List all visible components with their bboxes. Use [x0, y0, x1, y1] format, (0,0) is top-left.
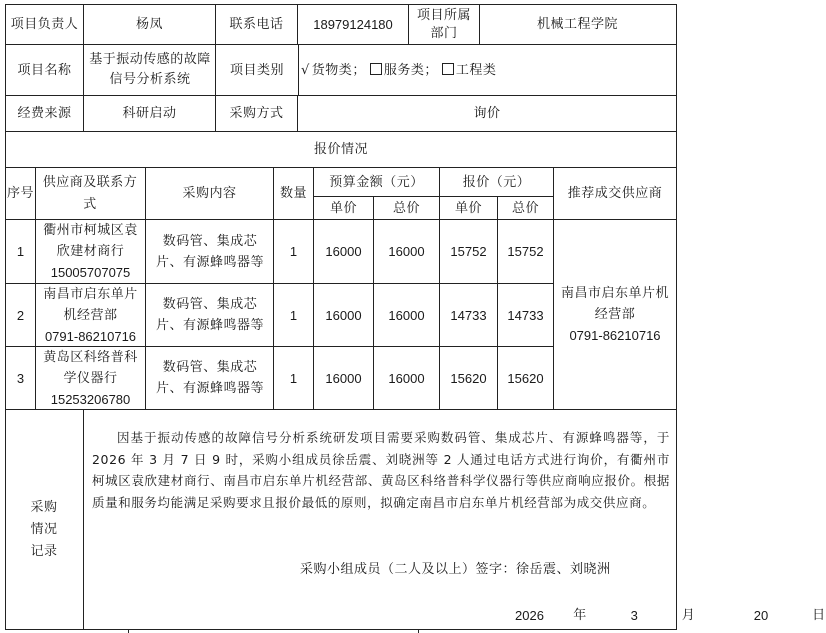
row-2-price-unit: 14733: [450, 307, 487, 323]
category-option-service: 服务类；: [366, 60, 438, 81]
phone-label: 联系电话: [229, 17, 284, 32]
checkbox-empty-icon: [370, 63, 382, 75]
category-options: [299, 45, 676, 95]
col-budget-total-header: 总价: [392, 200, 420, 216]
row-2-qty: 1: [289, 307, 298, 323]
row-2-index: 2: [16, 307, 25, 323]
row-1-price-unit: 15752: [450, 244, 487, 259]
row-1-budget-total: 16000: [388, 244, 425, 259]
supplier-name: 衢州市柯城区袁欣建材商行: [43, 223, 138, 259]
col-index-header: 序号: [6, 186, 34, 201]
record-date: 2026 年 3 月 20 日: [515, 604, 675, 626]
row-1-price-total: 15752: [507, 244, 544, 259]
col-qty-header: 数量: [279, 186, 307, 201]
supplier-phone: 15005707075: [50, 265, 131, 280]
col-price-unit-header: 单价: [454, 200, 482, 216]
checkbox-empty-icon: [442, 63, 454, 75]
col-budget-unit-header: 单价: [329, 200, 357, 216]
recommended-supplier-name: 南昌市启东单片机经营部: [560, 286, 669, 322]
phone-value: 18979124180: [313, 17, 393, 32]
funding-label: 经费来源: [17, 106, 72, 121]
row-1-content: 数码管、集成芯片、有源蜂鸣器等: [155, 233, 264, 270]
method-value: 询价: [473, 106, 501, 121]
signature-label: 采购小组成员（二人及以上）签字：: [300, 561, 517, 577]
project-label: 项目名称: [17, 62, 72, 78]
col-price-header: 报价（元）: [462, 174, 531, 190]
category-label: 项目类别: [229, 62, 284, 78]
supplier-name: 黄岛区科络普科学仪器行: [43, 349, 138, 386]
checkmark-icon: √: [301, 62, 310, 78]
supplier-name: 南昌市启东单片机经营部: [43, 286, 138, 323]
date-day: 20: [753, 607, 769, 623]
col-budget-header: 预算金额（元）: [329, 174, 424, 190]
funding-value: 科研启动: [122, 106, 177, 121]
row-3-qty: 1: [289, 370, 298, 386]
date-year: 2026: [515, 607, 544, 623]
project-value: 基于振动传感的故障信号分析系统: [89, 52, 211, 87]
row-3-price-unit: 15620: [450, 370, 487, 386]
category-option-works: 工程类: [438, 60, 497, 81]
record-text: 因基于振动传感的故障信号分析系统研发项目需要采购数码管、集成芯片、有源蜂鸣器等，于 2026 年 3 月 7 日 9 时，采购小组成员徐岳震、刘晓洲等 2 人通过电话方式进行询价，有衢州市柯城区袁欣建材商行、南昌市启东单片机经营部、黄岛区科络普科学仪器行等供应商响应报价。根据质量和服务均能满足采购要求且报价最低的原则，拟确定南昌市启东单片机经营部为成交供应商。: [92, 430, 670, 510]
col-content-header: 采购内容: [182, 186, 237, 201]
row-3-content: 数码管、集成芯片、有源蜂鸣器等: [155, 360, 264, 396]
dept-label: 项目所属部门: [416, 7, 471, 41]
row-2-price-total: 14733: [507, 307, 544, 323]
col-price-total-header: 总价: [511, 200, 539, 216]
method-label: 采购方式: [229, 106, 284, 121]
leader-label: 项目负责人: [10, 17, 79, 32]
row-1-supplier: [38, 220, 143, 283]
row-3-budget-unit: 16000: [325, 370, 362, 386]
quote-section-title: 报价情况: [313, 142, 368, 157]
supplier-phone: 15253206780: [50, 391, 131, 407]
row-1-index: 1: [16, 244, 25, 259]
recommended-supplier: [558, 220, 672, 409]
category-option-goods: √ 货物类；: [301, 60, 366, 81]
signature-line: [300, 558, 620, 580]
col-recommend-header: 推荐成交供应商: [567, 186, 663, 201]
row-2-budget-unit: 16000: [325, 307, 362, 323]
row-3-index: 3: [16, 370, 25, 386]
recommended-supplier-phone: 0791-86210716: [569, 328, 661, 343]
row-2-content: 数码管、集成芯片、有源蜂鸣器等: [155, 297, 264, 333]
col-supplier-header: 供应商及联系方式: [42, 174, 138, 212]
row-1-qty: 1: [289, 244, 298, 259]
signature-names: 徐岳震、刘晓洲: [516, 561, 611, 577]
record-label: 采购情况记录: [30, 500, 58, 559]
row-3-budget-total: 16000: [388, 370, 425, 386]
supplier-phone: 0791-86210716: [44, 328, 137, 344]
date-month: 3: [630, 607, 638, 623]
leader-value: 杨凤: [135, 17, 163, 32]
row-1-budget-unit: 16000: [325, 244, 362, 259]
row-2-supplier: [38, 284, 143, 346]
dept-value: 机械工程学院: [536, 17, 618, 32]
row-3-price-total: 15620: [507, 370, 544, 386]
row-3-supplier: [38, 347, 143, 409]
row-2-budget-total: 16000: [388, 307, 425, 323]
